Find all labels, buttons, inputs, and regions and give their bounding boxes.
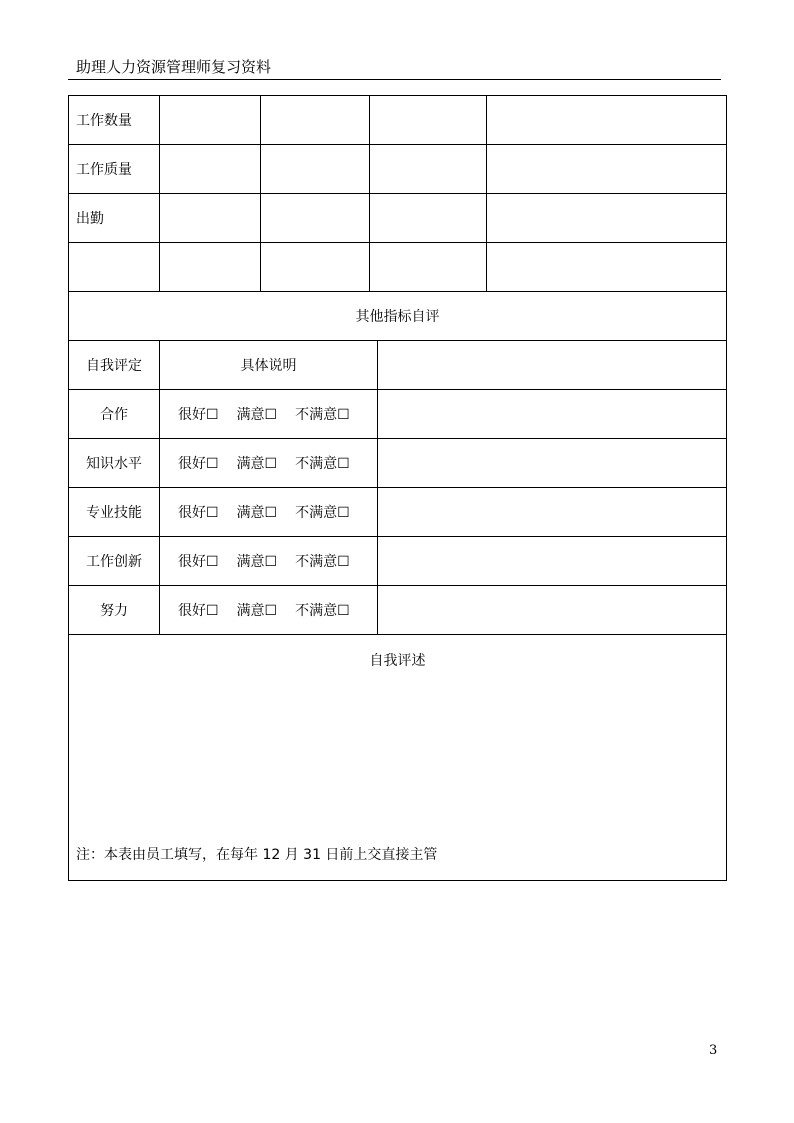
metric-cell[interactable] bbox=[160, 96, 261, 145]
metric-cell[interactable] bbox=[160, 194, 261, 243]
metric-cell[interactable] bbox=[261, 96, 370, 145]
section-title-row bbox=[69, 292, 727, 341]
metric-cell[interactable] bbox=[370, 194, 487, 243]
metric-cell[interactable] bbox=[370, 243, 487, 292]
self-eval-row bbox=[69, 586, 727, 635]
option-very-good[interactable]: 很好☐ bbox=[178, 554, 219, 570]
self-eval-row bbox=[69, 537, 727, 586]
comment-cell[interactable] bbox=[378, 488, 727, 537]
self-eval-label: 知识水平 bbox=[69, 439, 160, 488]
self-eval-label: 合作 bbox=[69, 390, 160, 439]
metric-cell[interactable] bbox=[487, 96, 727, 145]
self-narrative-area[interactable] bbox=[69, 635, 727, 881]
rating-options bbox=[160, 537, 378, 586]
metric-row bbox=[69, 145, 727, 194]
metric-row bbox=[69, 96, 727, 145]
metric-cell[interactable] bbox=[370, 145, 487, 194]
option-unsatisfied[interactable]: 不满意☐ bbox=[295, 407, 350, 423]
self-eval-header-row bbox=[69, 341, 727, 390]
option-satisfied[interactable]: 满意☐ bbox=[236, 554, 278, 570]
option-very-good[interactable]: 很好☐ bbox=[178, 456, 219, 472]
comment-cell[interactable] bbox=[378, 537, 727, 586]
self-eval-row bbox=[69, 390, 727, 439]
option-very-good[interactable]: 很好☐ bbox=[178, 603, 219, 619]
option-unsatisfied[interactable]: 不满意☐ bbox=[295, 554, 350, 570]
metric-cell[interactable] bbox=[261, 145, 370, 194]
self-evaluation-form bbox=[68, 95, 727, 881]
option-satisfied[interactable]: 满意☐ bbox=[236, 456, 278, 472]
self-eval-row bbox=[69, 488, 727, 537]
page-number: 3 bbox=[709, 1043, 718, 1058]
self-eval-label: 专业技能 bbox=[69, 488, 160, 537]
header-rule bbox=[68, 79, 721, 80]
metric-label bbox=[69, 243, 160, 292]
self-eval-label: 努力 bbox=[69, 586, 160, 635]
rating-options bbox=[160, 586, 378, 635]
metric-label: 工作数量 bbox=[69, 96, 160, 145]
form-note: 注：本表由员工填写，在每年 12 月 31 日前上交直接主管 bbox=[76, 847, 438, 863]
option-satisfied[interactable]: 满意☐ bbox=[236, 505, 278, 521]
section-title: 其他指标自评 bbox=[69, 292, 727, 341]
rating-options bbox=[160, 439, 378, 488]
option-unsatisfied[interactable]: 不满意☐ bbox=[295, 505, 350, 521]
metric-cell[interactable] bbox=[487, 243, 727, 292]
metric-cell[interactable] bbox=[261, 194, 370, 243]
metric-label: 工作质量 bbox=[69, 145, 160, 194]
option-unsatisfied[interactable]: 不满意☐ bbox=[295, 603, 350, 619]
narrative-title: 自我评述 bbox=[369, 653, 426, 669]
metric-cell[interactable] bbox=[487, 194, 727, 243]
self-eval-col-description: 具体说明 bbox=[160, 341, 378, 390]
rating-options bbox=[160, 390, 378, 439]
self-eval-row bbox=[69, 439, 727, 488]
metric-cell[interactable] bbox=[370, 96, 487, 145]
metric-cell[interactable] bbox=[487, 145, 727, 194]
rating-options bbox=[160, 488, 378, 537]
metric-cell[interactable] bbox=[160, 145, 261, 194]
page-header-title: 助理人力资源管理师复习资料 bbox=[76, 58, 272, 76]
metric-cell[interactable] bbox=[160, 243, 261, 292]
self-eval-label: 工作创新 bbox=[69, 537, 160, 586]
narrative-row bbox=[69, 635, 727, 881]
option-unsatisfied[interactable]: 不满意☐ bbox=[295, 456, 350, 472]
option-satisfied[interactable]: 满意☐ bbox=[236, 603, 278, 619]
metric-row bbox=[69, 243, 727, 292]
comment-cell[interactable] bbox=[378, 390, 727, 439]
comment-cell[interactable] bbox=[378, 586, 727, 635]
self-eval-col-label: 自我评定 bbox=[69, 341, 160, 390]
self-eval-header-blank bbox=[378, 341, 727, 390]
comment-cell[interactable] bbox=[378, 439, 727, 488]
option-very-good[interactable]: 很好☐ bbox=[178, 407, 219, 423]
metric-row bbox=[69, 194, 727, 243]
option-very-good[interactable]: 很好☐ bbox=[178, 505, 219, 521]
metric-cell[interactable] bbox=[261, 243, 370, 292]
metric-label: 出勤 bbox=[69, 194, 160, 243]
option-satisfied[interactable]: 满意☐ bbox=[236, 407, 278, 423]
